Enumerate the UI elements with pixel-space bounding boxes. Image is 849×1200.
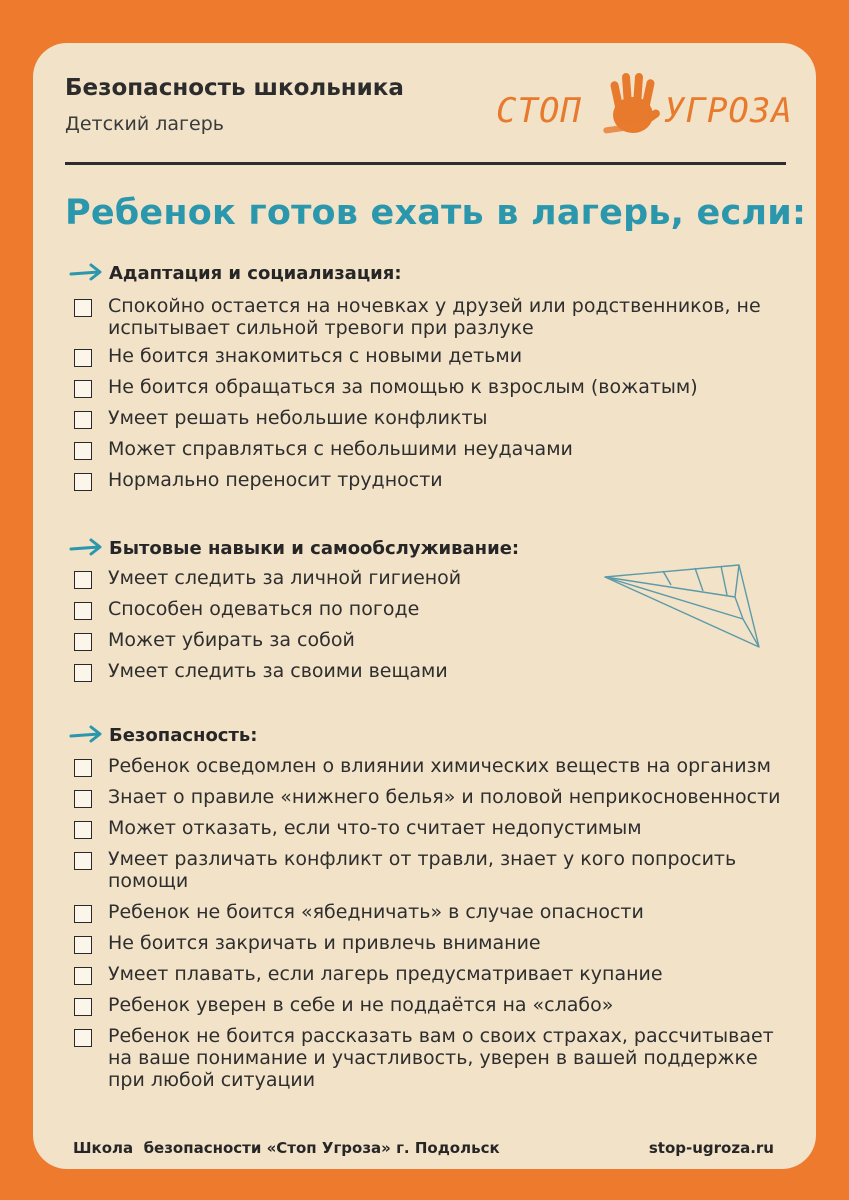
item-label: Способен одеваться по погоде bbox=[108, 598, 420, 620]
section-header bbox=[69, 261, 799, 291]
checkbox-icon[interactable] bbox=[74, 473, 92, 491]
header-title: Безопасность школьника bbox=[65, 75, 404, 101]
arrow-right-icon bbox=[69, 724, 105, 744]
checklist-item bbox=[69, 1025, 799, 1091]
checklist-card bbox=[33, 43, 816, 1169]
item-label: Ребенок не боится рассказать вам о своих страхах, рассчитывает на ваше понимание и участливость, уверен в вашей поддержке при любой ситуации bbox=[108, 1025, 774, 1091]
item-label: Не боится обращаться за помощью к взрослым (вожатым) bbox=[108, 376, 698, 398]
logo-text-left: СТОП bbox=[496, 91, 582, 131]
item-label: Нормально переносит трудности bbox=[108, 469, 443, 491]
item-label: Умеет следить за своими вещами bbox=[108, 660, 448, 682]
checkbox-icon[interactable] bbox=[74, 790, 92, 808]
logo-text-right: УГРОЗА bbox=[664, 91, 793, 131]
checklist-item bbox=[69, 786, 799, 808]
checklist-item bbox=[69, 469, 799, 491]
item-label: Спокойно остается на ночевках у друзей или родственников, не испытывает сильной тревоги при разлуке bbox=[108, 295, 761, 339]
checklist-item bbox=[69, 660, 799, 682]
footer-school: Школа безопасности «Стоп Угроза» г. Подольск bbox=[73, 1139, 500, 1157]
section-safety bbox=[69, 723, 799, 1091]
checklist-item bbox=[69, 963, 799, 985]
checkbox-icon[interactable] bbox=[74, 299, 92, 317]
item-label: Не боится закричать и привлечь внимание bbox=[108, 932, 541, 954]
item-label: Ребенок уверен в себе и не поддаётся на «слабо» bbox=[108, 994, 614, 1016]
checkbox-icon[interactable] bbox=[74, 602, 92, 620]
checklist-item bbox=[69, 438, 799, 460]
checkbox-icon[interactable] bbox=[74, 664, 92, 682]
checkbox-icon[interactable] bbox=[74, 936, 92, 954]
page-title: Ребенок готов ехать в лагерь, если: bbox=[65, 193, 807, 233]
checklist-item bbox=[69, 345, 799, 367]
item-label: Может убирать за собой bbox=[108, 629, 355, 651]
header-divider bbox=[65, 162, 786, 165]
logo bbox=[488, 61, 793, 151]
hand-icon bbox=[593, 67, 671, 145]
checkbox-icon[interactable] bbox=[74, 998, 92, 1016]
checkbox-icon[interactable] bbox=[74, 852, 92, 870]
checklist-item bbox=[69, 817, 799, 839]
checkbox-icon[interactable] bbox=[74, 411, 92, 429]
paper-plane-icon bbox=[603, 561, 768, 651]
checklist-item bbox=[69, 407, 799, 429]
section-adaptation bbox=[69, 261, 799, 491]
item-label: Умеет следить за личной гигиеной bbox=[108, 567, 462, 589]
checkbox-icon[interactable] bbox=[74, 633, 92, 651]
item-label: Ребенок осведомлен о влиянии химических веществ на организм bbox=[108, 755, 771, 777]
checklist-item bbox=[69, 848, 799, 892]
arrow-right-icon bbox=[69, 262, 105, 282]
section-title: Бытовые навыки и самообслуживание: bbox=[109, 538, 520, 559]
checklist-item bbox=[69, 901, 799, 923]
footer-website[interactable]: stop-ugroza.ru bbox=[648, 1139, 774, 1157]
checkbox-icon[interactable] bbox=[74, 967, 92, 985]
item-label: Может справляться с небольшими неудачами bbox=[108, 438, 573, 460]
item-label: Умеет плавать, если лагерь предусматривает купание bbox=[108, 963, 663, 985]
arrow-right-icon bbox=[69, 537, 105, 557]
section-title: Безопасность: bbox=[109, 725, 258, 746]
item-label: Умеет различать конфликт от травли, знает у кого попросить помощи bbox=[108, 848, 737, 892]
checkbox-icon[interactable] bbox=[74, 905, 92, 923]
item-label: Не боится знакомиться с новыми детьми bbox=[108, 345, 523, 367]
checklist-item bbox=[69, 755, 799, 777]
checkbox-icon[interactable] bbox=[74, 821, 92, 839]
item-label: Ребенок не боится «ябедничать» в случае опасности bbox=[108, 901, 644, 923]
checklist-item bbox=[69, 295, 799, 339]
checklist-item bbox=[69, 994, 799, 1016]
checkbox-icon[interactable] bbox=[74, 1029, 92, 1047]
section-title: Адаптация и социализация: bbox=[109, 263, 402, 284]
item-label: Умеет решать небольшие конфликты bbox=[108, 407, 488, 429]
checkbox-icon[interactable] bbox=[74, 759, 92, 777]
item-label: Знает о правиле «нижнего белья» и половой неприкосновенности bbox=[108, 786, 781, 808]
header-subtitle: Детский лагерь bbox=[65, 113, 224, 135]
checklist-item bbox=[69, 932, 799, 954]
section-header bbox=[69, 723, 799, 753]
checkbox-icon[interactable] bbox=[74, 442, 92, 460]
item-label: Может отказать, если что-то считает недопустимым bbox=[108, 817, 642, 839]
checkbox-icon[interactable] bbox=[74, 349, 92, 367]
checkbox-icon[interactable] bbox=[74, 380, 92, 398]
checklist-item bbox=[69, 376, 799, 398]
checkbox-icon[interactable] bbox=[74, 571, 92, 589]
